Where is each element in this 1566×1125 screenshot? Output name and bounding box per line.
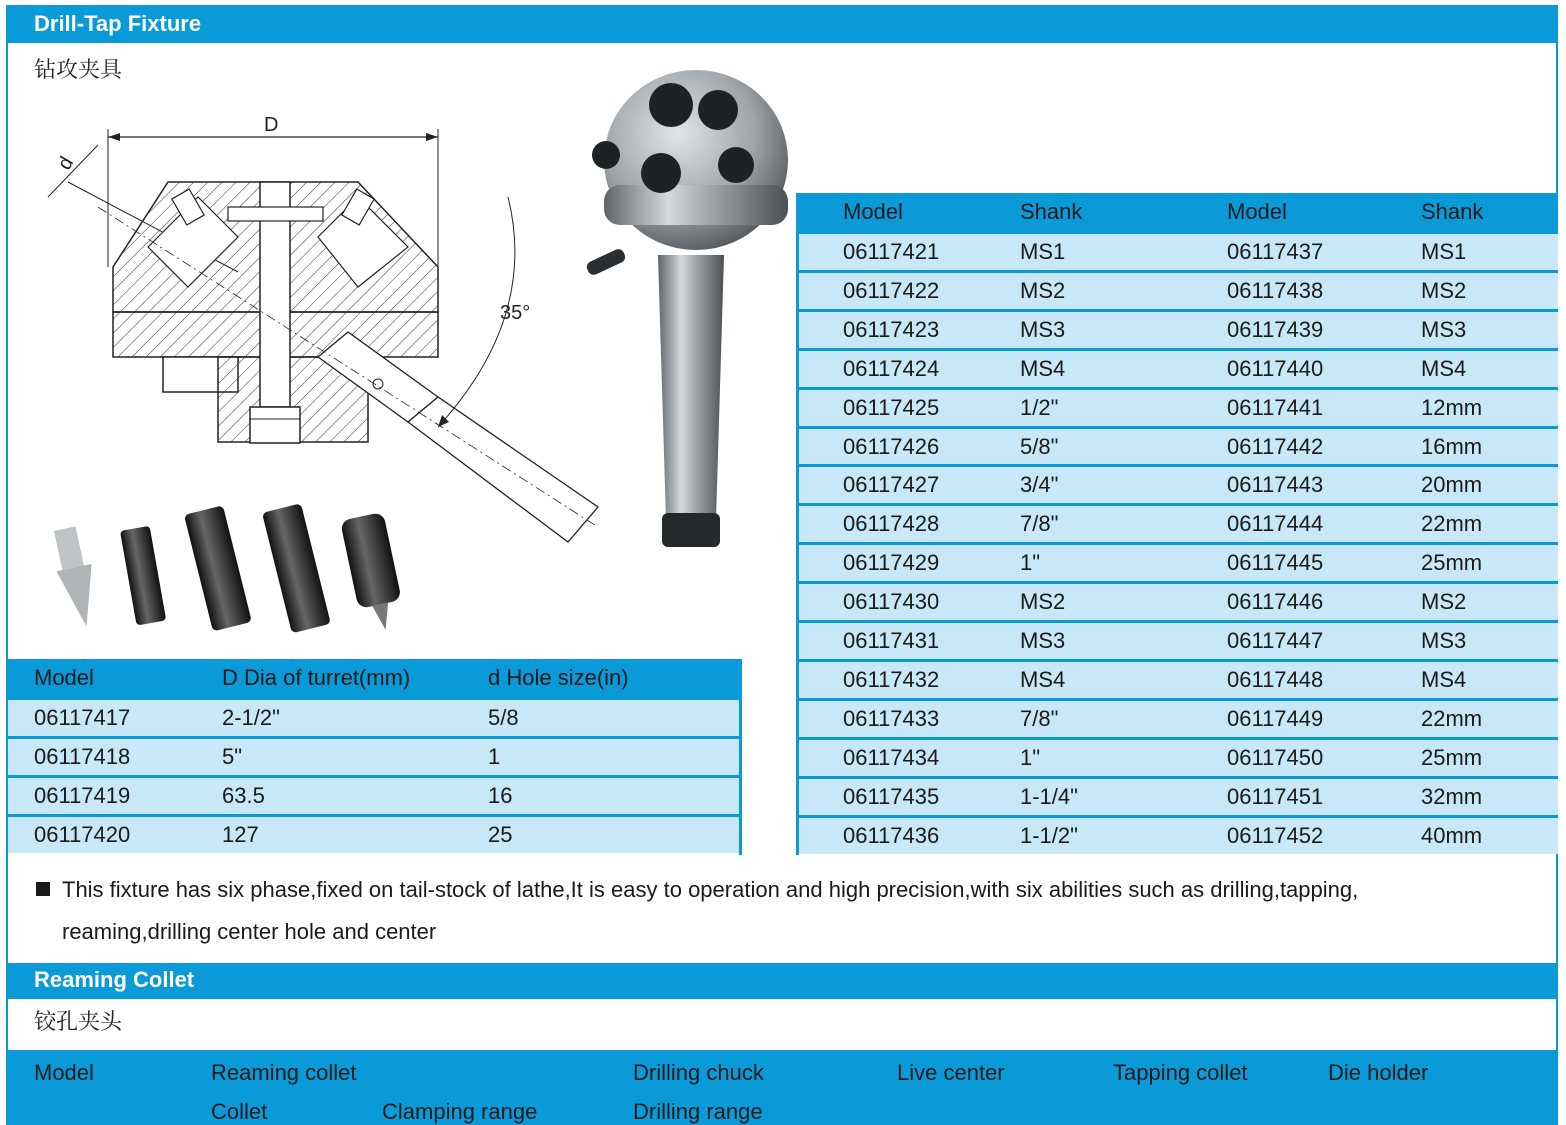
cell-shank-1: 1" — [1020, 550, 1041, 576]
cell-shank-1: 1/2" — [1020, 394, 1059, 420]
table-row — [8, 736, 739, 775]
section-title: Reaming Collet — [34, 967, 195, 992]
cell-hole: 5/8 — [488, 705, 519, 730]
cell-dia: 127 — [222, 822, 259, 847]
cell-shank-2: 40mm — [1421, 822, 1483, 848]
cell-model: 06117420 — [34, 822, 131, 847]
cell-model-2: 06117447 — [1227, 628, 1324, 653]
note-line-1: This fixture has six phase,fixed on tail-stock of lathe,It is easy to operation and high precision,with six abilities such as drilling,tapping, — [62, 877, 1359, 902]
table-row — [799, 815, 1558, 854]
table-row — [799, 698, 1558, 737]
header-die-holder: Die holder — [1328, 1060, 1429, 1085]
cell-shank-1: 1" — [1020, 744, 1041, 770]
cell-model-1: 06117426 — [843, 433, 940, 459]
cell-model-2: 06117449 — [1227, 705, 1324, 731]
cell-model-1: 06117435 — [843, 783, 940, 809]
cell-model-1: 06117431 — [843, 628, 940, 653]
cell-model-1: 06117429 — [843, 550, 940, 576]
header-model: Model — [34, 1060, 94, 1085]
cell-shank-1: MS1 — [1020, 239, 1066, 264]
header-drilling-range: Drilling range — [633, 1099, 763, 1124]
table-row — [799, 348, 1558, 387]
cell-hole: 1 — [488, 744, 501, 769]
cell-model-2: 06117450 — [1227, 744, 1324, 770]
cell-model-1: 06117422 — [843, 277, 940, 303]
table-row — [799, 231, 1558, 270]
cell-shank-2: MS3 — [1421, 316, 1467, 342]
cell-shank-1: 3/4" — [1020, 472, 1059, 498]
bullet-square-icon — [36, 882, 50, 896]
cell-model: 06117418 — [34, 744, 131, 769]
angle-label: 35° — [500, 302, 531, 324]
cell-shank-2: 22mm — [1421, 511, 1483, 537]
section-subtitle-cn: 钻攻夹具 — [34, 58, 123, 83]
cell-model-2: 06117451 — [1227, 783, 1324, 809]
cell-model-2: 06117443 — [1227, 472, 1324, 498]
cell-model-1: 06117428 — [843, 511, 940, 537]
cell-model-2: 06117439 — [1227, 316, 1324, 342]
dim-d-label: d — [53, 153, 79, 174]
cell-model-2: 06117438 — [1227, 277, 1324, 303]
fixture-diagram — [38, 97, 618, 567]
cell-model-2: 06117452 — [1227, 822, 1324, 848]
turret-table-header — [8, 659, 739, 697]
cell-model-2: 06117444 — [1227, 511, 1324, 537]
header-collet: Collet — [211, 1099, 268, 1124]
cell-shank-1: MS4 — [1020, 355, 1066, 381]
header-shank-1: Shank — [1020, 199, 1083, 224]
table-row — [799, 776, 1558, 815]
table-row — [799, 387, 1558, 426]
cell-model-2: 06117442 — [1227, 433, 1324, 459]
shank-table-header — [799, 193, 1558, 231]
cell-model-2: 06117448 — [1227, 666, 1324, 692]
cell-shank-2: 22mm — [1421, 705, 1483, 731]
cell-shank-2: MS4 — [1421, 666, 1467, 692]
cell-dia: 2-1/2" — [222, 705, 280, 730]
cell-shank-1: 5/8" — [1020, 433, 1059, 459]
cell-model-1: 06117425 — [843, 394, 940, 420]
cell-shank-2: MS2 — [1421, 277, 1467, 303]
header-drilling-chuck: Drilling chuck — [633, 1060, 764, 1085]
header-model-2: Model — [1227, 199, 1287, 224]
cell-model: 06117417 — [34, 705, 131, 730]
table-row — [8, 775, 739, 814]
page-frame — [6, 5, 1558, 1125]
cell-model: 06117419 — [34, 783, 131, 808]
cell-model-2: 06117441 — [1227, 394, 1324, 420]
table-row — [8, 814, 739, 853]
header-tapping-collet: Tapping collet — [1113, 1060, 1248, 1085]
table-row — [799, 620, 1558, 659]
cell-shank-2: MS4 — [1421, 355, 1467, 381]
cell-hole: 16 — [488, 783, 513, 808]
cell-shank-1: MS2 — [1020, 277, 1066, 303]
section-title: Drill-Tap Fixture — [34, 11, 202, 36]
section-subtitle-cn: 铰孔夹头 — [34, 1010, 123, 1035]
header-model: Model — [34, 665, 94, 690]
cell-shank-2: 25mm — [1421, 744, 1483, 770]
cell-dia: 63.5 — [222, 783, 265, 808]
table-row — [799, 464, 1558, 503]
table-row — [799, 426, 1558, 465]
cell-shank-2: MS1 — [1421, 239, 1467, 264]
cell-model-1: 06117421 — [843, 239, 940, 264]
cell-shank-2: 12mm — [1421, 394, 1483, 420]
table-row — [8, 697, 739, 736]
cell-shank-1: 1-1/4" — [1020, 783, 1078, 809]
cell-model-1: 06117436 — [843, 822, 940, 848]
cell-shank-2: 16mm — [1421, 433, 1483, 459]
table-row — [799, 737, 1558, 776]
cell-shank-2: 32mm — [1421, 783, 1483, 809]
header-model-1: Model — [843, 199, 903, 224]
section-header-reaming-collet — [8, 963, 1556, 999]
cell-model-2: 06117446 — [1227, 589, 1324, 615]
section-header-drill-tap — [8, 7, 1556, 43]
cell-model-1: 06117430 — [843, 589, 940, 615]
cell-model-2: 06117437 — [1227, 239, 1324, 264]
cell-shank-1: 7/8" — [1020, 511, 1059, 537]
cell-shank-1: 7/8" — [1020, 705, 1059, 731]
note-line-2: reaming,drilling center hole and center — [62, 919, 437, 944]
cell-shank-1: 1-1/2" — [1020, 822, 1078, 848]
table-row — [799, 659, 1558, 698]
shank-table — [796, 193, 1558, 855]
cell-model-1: 06117424 — [843, 355, 940, 381]
cell-model-1: 06117423 — [843, 316, 940, 342]
cell-shank-1: MS4 — [1020, 666, 1066, 692]
header-shank-2: Shank — [1421, 199, 1484, 224]
cell-shank-1: MS3 — [1020, 316, 1066, 342]
header-hole: d Hole size(in) — [488, 665, 629, 690]
cell-shank-2: MS3 — [1421, 628, 1467, 653]
cell-shank-2: 20mm — [1421, 472, 1483, 498]
table-row — [799, 542, 1558, 581]
turret-table — [8, 659, 742, 855]
cell-shank-2: MS2 — [1421, 589, 1467, 615]
cell-model-1: 06117432 — [843, 666, 940, 692]
cell-model-1: 06117427 — [843, 472, 940, 498]
cell-model-1: 06117434 — [843, 744, 940, 770]
cell-shank-1: MS2 — [1020, 589, 1066, 615]
cell-hole: 25 — [488, 822, 513, 847]
cell-dia: 5" — [222, 744, 243, 769]
header-live-center: Live center — [897, 1060, 1005, 1085]
table-row — [799, 270, 1558, 309]
header-dia: D Dia of turret(mm) — [222, 665, 411, 690]
table-row — [799, 581, 1558, 620]
table-row — [799, 309, 1558, 348]
fixture-product-image — [576, 65, 796, 555]
accessories-image — [34, 501, 414, 647]
fixture-description — [36, 869, 1526, 953]
cell-model-2: 06117445 — [1227, 550, 1324, 576]
table-row — [799, 503, 1558, 542]
cell-model-1: 06117433 — [843, 705, 940, 731]
cell-shank-2: 25mm — [1421, 550, 1483, 576]
cell-shank-1: MS3 — [1020, 628, 1066, 653]
cell-model-2: 06117440 — [1227, 355, 1324, 381]
collet-table-header — [8, 1050, 1556, 1125]
header-clamping-range: Clamping range — [382, 1099, 538, 1124]
dim-D-label: D — [264, 114, 279, 136]
header-reaming-collet: Reaming collet — [211, 1060, 357, 1085]
